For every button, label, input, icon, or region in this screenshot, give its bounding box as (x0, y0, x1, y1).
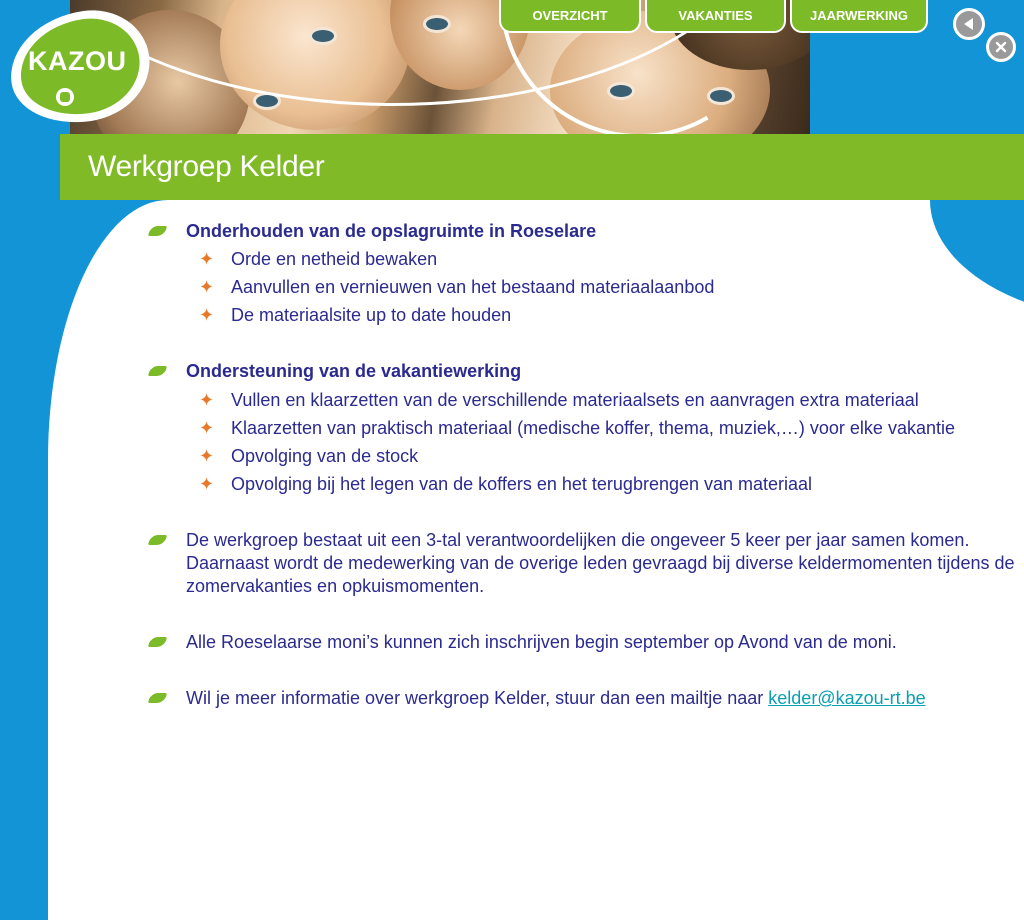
section-heading: Ondersteuning van de vakantiewerking (186, 361, 522, 381)
leaf-bullet-icon (149, 365, 167, 377)
star-bullet-icon: ✦ (199, 390, 215, 410)
list-item: Opvolging van de stock (231, 446, 419, 466)
star-bullet-icon: ✦ (199, 277, 215, 297)
email-link[interactable]: kelder@kazou-rt.be (768, 688, 926, 708)
list-item: Klaarzetten van praktisch materiaal (medische koffer, thema, muziek,…) voor elke vakantie (231, 418, 955, 438)
tab-overzicht[interactable]: OVERZICHT (499, 0, 641, 33)
list-item: Vullen en klaarzetten van de verschillende materiaalsets en aanvragen extra materiaal (231, 390, 919, 410)
paragraph-line: De werkgroep bestaat uit een 3-tal verantwoordelijken die ongeveer 5 keer per jaar samen komen. (186, 530, 970, 550)
tab-jaarwerking[interactable]: JAARWERKING (790, 0, 928, 33)
list-item: De materiaalsite up to date houden (231, 305, 512, 325)
leaf-bullet-icon (149, 225, 167, 237)
star-bullet-icon: ✦ (199, 249, 215, 269)
leaf-bullet-icon (149, 534, 167, 546)
logo-emblem-icon (56, 88, 74, 106)
paragraph-line: zomervakanties en opkuismomenten. (186, 576, 485, 596)
section-heading: Onderhouden van de opslagruimte in Roeselare (186, 221, 597, 241)
kazou-logo[interactable] (10, 12, 150, 122)
star-bullet-icon: ✦ (199, 305, 215, 325)
star-bullet-icon: ✦ (199, 446, 215, 466)
list-item: Orde en netheid bewaken (231, 249, 438, 269)
back-button[interactable] (953, 8, 985, 40)
list-item: Opvolging bij het legen van de koffers en het terugbrengen van materiaal (231, 474, 813, 494)
leaf-bullet-icon (149, 692, 167, 704)
list-item: Aanvullen en vernieuwen van het bestaand materiaalaanbod (231, 277, 715, 297)
logo-text: KAZOU (28, 46, 127, 76)
tab-vakanties[interactable]: VAKANTIES (645, 0, 786, 33)
page-title: Werkgroep Kelder (88, 150, 325, 183)
paragraph: Alle Roeselaarse moni’s kunnen zich inschrijven begin september op Avond van de moni. (186, 632, 897, 652)
star-bullet-icon: ✦ (199, 418, 215, 438)
close-icon (995, 41, 1007, 53)
paragraph-text: Wil je meer informatie over werkgroep Kelder, stuur dan een mailtje naar (186, 688, 769, 708)
leaf-bullet-icon (149, 636, 167, 648)
star-bullet-icon: ✦ (199, 474, 215, 494)
close-button[interactable] (986, 32, 1016, 62)
paragraph-line: Daarnaast wordt de medewerking van de overige leden gevraagd bij diverse keldermomenten tijdens de (186, 553, 1015, 573)
back-arrow-icon (962, 17, 976, 31)
paragraph (186, 687, 926, 710)
